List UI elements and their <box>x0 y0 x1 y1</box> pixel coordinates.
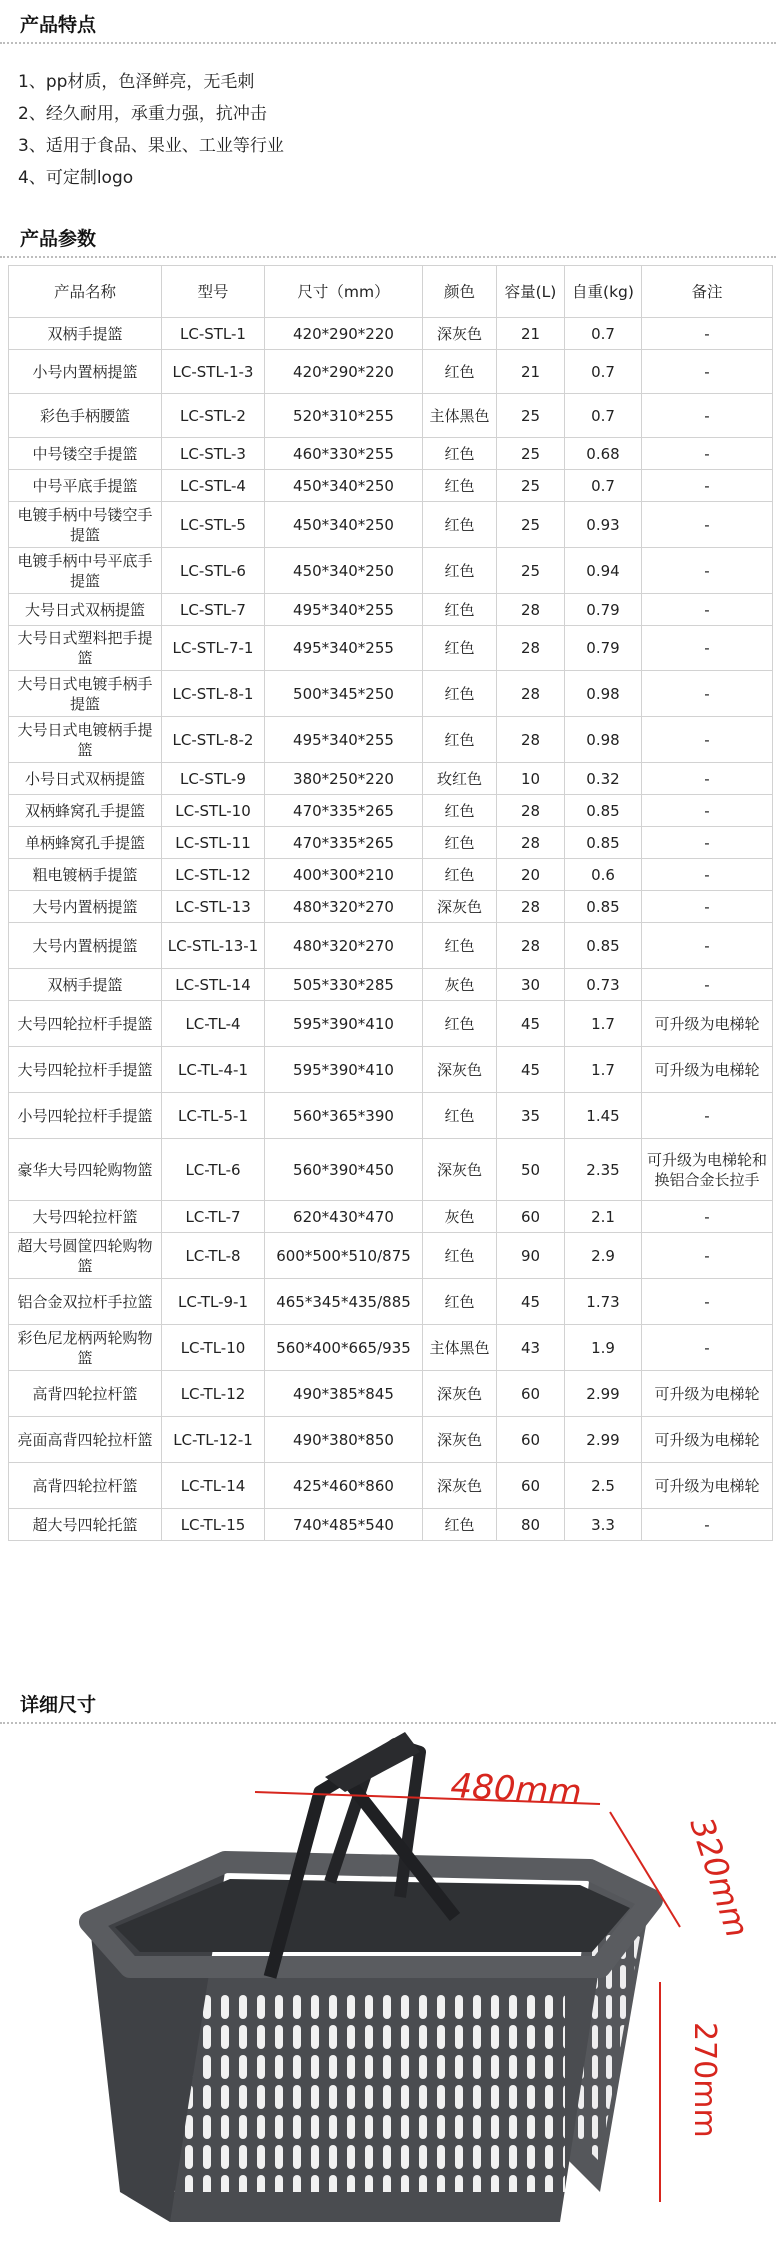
cell-name: 粗电镀柄手提篮 <box>9 859 162 891</box>
feature-item: 4、可定制logo <box>18 168 134 188</box>
cell-name: 彩色尼龙柄两轮购物篮 <box>9 1325 162 1371</box>
cell-name: 大号内置柄提篮 <box>9 923 162 969</box>
cell-model: LC-STL-9 <box>162 763 265 795</box>
cell-color: 深灰色 <box>423 318 497 350</box>
cell-remark: - <box>642 438 773 470</box>
table-row <box>9 350 773 394</box>
cell-remark: - <box>642 969 773 1001</box>
table-row <box>9 1417 773 1463</box>
cell-capacity: 28 <box>497 827 565 859</box>
cell-color: 主体黑色 <box>423 394 497 438</box>
cell-model: LC-TL-12-1 <box>162 1417 265 1463</box>
cell-weight: 0.85 <box>565 891 642 923</box>
cell-model: LC-TL-15 <box>162 1509 265 1541</box>
cell-model: LC-TL-4 <box>162 1001 265 1047</box>
cell-model: LC-TL-4-1 <box>162 1047 265 1093</box>
dotted-divider <box>0 256 776 258</box>
cell-weight: 0.7 <box>565 470 642 502</box>
cell-capacity: 25 <box>497 438 565 470</box>
cell-remark: - <box>642 1279 773 1325</box>
cell-size: 480*320*270 <box>265 923 423 969</box>
table-row <box>9 1463 773 1509</box>
basket-illustration <box>0 1722 776 2248</box>
cell-remark: - <box>642 923 773 969</box>
cell-remark: - <box>642 1233 773 1279</box>
cell-size: 470*335*265 <box>265 795 423 827</box>
cell-weight: 2.5 <box>565 1463 642 1509</box>
cell-remark: - <box>642 548 773 594</box>
cell-color: 红色 <box>423 626 497 671</box>
cell-color: 红色 <box>423 717 497 763</box>
table-row <box>9 1325 773 1371</box>
cell-size: 600*500*510/875 <box>265 1233 423 1279</box>
cell-weight: 0.85 <box>565 795 642 827</box>
cell-size: 420*290*220 <box>265 318 423 350</box>
cell-color: 红色 <box>423 594 497 626</box>
cell-color: 红色 <box>423 1509 497 1541</box>
table-row <box>9 717 773 763</box>
cell-remark: - <box>642 1201 773 1233</box>
cell-weight: 0.68 <box>565 438 642 470</box>
cell-size: 490*385*845 <box>265 1371 423 1417</box>
cell-weight: 0.85 <box>565 923 642 969</box>
cell-color: 主体黑色 <box>423 1325 497 1371</box>
cell-name: 超大号圆筐四轮购物篮 <box>9 1233 162 1279</box>
table-row <box>9 671 773 717</box>
cell-color: 红色 <box>423 1001 497 1047</box>
cell-color: 深灰色 <box>423 1417 497 1463</box>
table-row <box>9 1047 773 1093</box>
cell-name: 大号日式双柄提篮 <box>9 594 162 626</box>
cell-weight: 1.7 <box>565 1047 642 1093</box>
cell-remark: 可升级为电梯轮 <box>642 1047 773 1093</box>
cell-remark: - <box>642 671 773 717</box>
cell-size: 450*340*250 <box>265 502 423 548</box>
cell-color: 红色 <box>423 1233 497 1279</box>
cell-capacity: 28 <box>497 717 565 763</box>
cell-name: 豪华大号四轮购物篮 <box>9 1139 162 1201</box>
col-header-remark: 备注 <box>642 266 773 318</box>
table-row <box>9 318 773 350</box>
col-header-color: 颜色 <box>423 266 497 318</box>
cell-model: LC-TL-5-1 <box>162 1093 265 1139</box>
col-header-name: 产品名称 <box>9 266 162 318</box>
cell-model: LC-STL-2 <box>162 394 265 438</box>
basket-dimension-photo <box>0 1722 776 2248</box>
cell-capacity: 21 <box>497 318 565 350</box>
cell-color: 红色 <box>423 1093 497 1139</box>
cell-weight: 0.6 <box>565 859 642 891</box>
product-params-table <box>8 265 773 1541</box>
feature-item: 2、经久耐用，承重力强，抗冲击 <box>18 104 267 124</box>
cell-weight: 0.85 <box>565 827 642 859</box>
cell-weight: 2.35 <box>565 1139 642 1201</box>
cell-color: 红色 <box>423 502 497 548</box>
cell-name: 小号日式双柄提篮 <box>9 763 162 795</box>
cell-remark: 可升级为电梯轮和换铝合金长拉手 <box>642 1139 773 1201</box>
cell-size: 595*390*410 <box>265 1047 423 1093</box>
table-row <box>9 1371 773 1417</box>
cell-weight: 0.94 <box>565 548 642 594</box>
table-row <box>9 548 773 594</box>
cell-remark: 可升级为电梯轮 <box>642 1001 773 1047</box>
cell-name: 中号镂空手提篮 <box>9 438 162 470</box>
cell-capacity: 43 <box>497 1325 565 1371</box>
cell-name: 亮面高背四轮拉杆篮 <box>9 1417 162 1463</box>
cell-size: 490*380*850 <box>265 1417 423 1463</box>
cell-model: LC-STL-13-1 <box>162 923 265 969</box>
table-row <box>9 1139 773 1201</box>
cell-color: 深灰色 <box>423 1371 497 1417</box>
table-row <box>9 1093 773 1139</box>
cell-model: LC-STL-1-3 <box>162 350 265 394</box>
cell-name: 中号平底手提篮 <box>9 470 162 502</box>
cell-model: LC-STL-12 <box>162 859 265 891</box>
cell-model: LC-STL-1 <box>162 318 265 350</box>
table-row <box>9 1279 773 1325</box>
cell-color: 深灰色 <box>423 1139 497 1201</box>
cell-model: LC-TL-10 <box>162 1325 265 1371</box>
table-row <box>9 1201 773 1233</box>
dimension-label-width: 320mm <box>682 1812 757 1942</box>
cell-model: LC-STL-13 <box>162 891 265 923</box>
cell-capacity: 45 <box>497 1279 565 1325</box>
table-row <box>9 923 773 969</box>
cell-remark: - <box>642 891 773 923</box>
cell-remark: - <box>642 1325 773 1371</box>
cell-name: 大号四轮拉杆手提篮 <box>9 1047 162 1093</box>
cell-color: 深灰色 <box>423 891 497 923</box>
cell-model: LC-STL-8-2 <box>162 717 265 763</box>
cell-name: 大号四轮拉杆篮 <box>9 1201 162 1233</box>
cell-size: 460*330*255 <box>265 438 423 470</box>
cell-color: 红色 <box>423 438 497 470</box>
cell-weight: 0.7 <box>565 394 642 438</box>
cell-model: LC-STL-14 <box>162 969 265 1001</box>
cell-name: 超大号四轮托篮 <box>9 1509 162 1541</box>
cell-size: 740*485*540 <box>265 1509 423 1541</box>
cell-capacity: 60 <box>497 1463 565 1509</box>
cell-capacity: 28 <box>497 594 565 626</box>
features-section-header <box>0 0 776 44</box>
cell-color: 红色 <box>423 470 497 502</box>
cell-remark: - <box>642 827 773 859</box>
cell-remark: - <box>642 318 773 350</box>
cell-model: LC-TL-6 <box>162 1139 265 1201</box>
cell-capacity: 30 <box>497 969 565 1001</box>
table-row <box>9 626 773 671</box>
col-header-model: 型号 <box>162 266 265 318</box>
cell-capacity: 21 <box>497 350 565 394</box>
cell-weight: 2.9 <box>565 1233 642 1279</box>
dotted-divider <box>0 42 776 44</box>
cell-capacity: 45 <box>497 1047 565 1093</box>
cell-model: LC-TL-14 <box>162 1463 265 1509</box>
table-row <box>9 891 773 923</box>
cell-weight: 3.3 <box>565 1509 642 1541</box>
cell-name: 电镀手柄中号平底手提篮 <box>9 548 162 594</box>
cell-name: 双柄手提篮 <box>9 318 162 350</box>
cell-name: 大号日式塑料把手提篮 <box>9 626 162 671</box>
feature-item: 3、适用于食品、果业、工业等行业 <box>18 136 284 156</box>
cell-name: 电镀手柄中号镂空手提篮 <box>9 502 162 548</box>
cell-color: 红色 <box>423 548 497 594</box>
cell-capacity: 28 <box>497 626 565 671</box>
cell-weight: 0.7 <box>565 350 642 394</box>
params-section-header <box>0 214 776 258</box>
cell-color: 红色 <box>423 671 497 717</box>
cell-size: 425*460*860 <box>265 1463 423 1509</box>
table-header-row <box>9 266 773 318</box>
cell-weight: 1.73 <box>565 1279 642 1325</box>
section-title-params: 产品参数 <box>20 228 97 250</box>
section-title-features: 产品特点 <box>20 14 97 36</box>
cell-color: 灰色 <box>423 969 497 1001</box>
cell-size: 520*310*255 <box>265 394 423 438</box>
cell-size: 465*345*435/885 <box>265 1279 423 1325</box>
cell-size: 560*400*665/935 <box>265 1325 423 1371</box>
cell-size: 450*340*250 <box>265 470 423 502</box>
col-header-capacity: 容量(L) <box>497 266 565 318</box>
cell-capacity: 28 <box>497 671 565 717</box>
cell-capacity: 60 <box>497 1417 565 1463</box>
cell-size: 505*330*285 <box>265 969 423 1001</box>
col-header-weight: 自重(kg) <box>565 266 642 318</box>
feature-item: 1、pp材质，色泽鲜亮，无毛刺 <box>18 72 255 92</box>
cell-size: 470*335*265 <box>265 827 423 859</box>
table-row <box>9 1233 773 1279</box>
cell-remark: 可升级为电梯轮 <box>642 1417 773 1463</box>
cell-color: 红色 <box>423 859 497 891</box>
cell-capacity: 28 <box>497 923 565 969</box>
table-row <box>9 594 773 626</box>
cell-color: 玫红色 <box>423 763 497 795</box>
cell-model: LC-STL-3 <box>162 438 265 470</box>
cell-weight: 2.1 <box>565 1201 642 1233</box>
cell-model: LC-STL-8-1 <box>162 671 265 717</box>
cell-size: 450*340*250 <box>265 548 423 594</box>
table-row <box>9 859 773 891</box>
dimension-label-height: 270mm <box>687 2022 722 2138</box>
cell-model: LC-STL-5 <box>162 502 265 548</box>
cell-capacity: 25 <box>497 470 565 502</box>
cell-remark: 可升级为电梯轮 <box>642 1463 773 1509</box>
cell-capacity: 50 <box>497 1139 565 1201</box>
cell-weight: 0.73 <box>565 969 642 1001</box>
cell-capacity: 60 <box>497 1201 565 1233</box>
cell-remark: - <box>642 394 773 438</box>
cell-model: LC-STL-6 <box>162 548 265 594</box>
cell-weight: 1.7 <box>565 1001 642 1047</box>
cell-model: LC-STL-11 <box>162 827 265 859</box>
table-row <box>9 470 773 502</box>
cell-weight: 0.7 <box>565 318 642 350</box>
cell-model: LC-TL-7 <box>162 1201 265 1233</box>
cell-size: 560*365*390 <box>265 1093 423 1139</box>
cell-color: 深灰色 <box>423 1047 497 1093</box>
cell-color: 红色 <box>423 350 497 394</box>
table-row <box>9 969 773 1001</box>
cell-name: 小号四轮拉杆手提篮 <box>9 1093 162 1139</box>
cell-name: 双柄手提篮 <box>9 969 162 1001</box>
cell-size: 380*250*220 <box>265 763 423 795</box>
cell-capacity: 10 <box>497 763 565 795</box>
cell-name: 大号日式电镀柄手提篮 <box>9 717 162 763</box>
cell-weight: 0.98 <box>565 671 642 717</box>
cell-model: LC-STL-7 <box>162 594 265 626</box>
cell-model: LC-STL-4 <box>162 470 265 502</box>
table-row <box>9 827 773 859</box>
cell-name: 大号四轮拉杆手提篮 <box>9 1001 162 1047</box>
cell-remark: - <box>642 717 773 763</box>
cell-weight: 1.9 <box>565 1325 642 1371</box>
cell-size: 480*320*270 <box>265 891 423 923</box>
cell-weight: 0.79 <box>565 626 642 671</box>
cell-capacity: 60 <box>497 1371 565 1417</box>
cell-remark: - <box>642 470 773 502</box>
table-row <box>9 763 773 795</box>
cell-capacity: 25 <box>497 502 565 548</box>
cell-model: LC-TL-12 <box>162 1371 265 1417</box>
cell-capacity: 20 <box>497 859 565 891</box>
cell-size: 400*300*210 <box>265 859 423 891</box>
cell-remark: 可升级为电梯轮 <box>642 1371 773 1417</box>
cell-remark: - <box>642 350 773 394</box>
feature-list <box>18 66 284 194</box>
cell-weight: 2.99 <box>565 1371 642 1417</box>
cell-size: 500*345*250 <box>265 671 423 717</box>
table-row <box>9 795 773 827</box>
cell-color: 红色 <box>423 795 497 827</box>
cell-model: LC-TL-9-1 <box>162 1279 265 1325</box>
cell-remark: - <box>642 594 773 626</box>
cell-color: 红色 <box>423 923 497 969</box>
section-title-detail: 详细尺寸 <box>20 1694 97 1716</box>
cell-size: 620*430*470 <box>265 1201 423 1233</box>
cell-remark: - <box>642 1509 773 1541</box>
cell-name: 彩色手柄腰篮 <box>9 394 162 438</box>
cell-color: 灰色 <box>423 1201 497 1233</box>
cell-weight: 0.79 <box>565 594 642 626</box>
cell-capacity: 28 <box>497 891 565 923</box>
cell-capacity: 28 <box>497 795 565 827</box>
cell-name: 高背四轮拉杆篮 <box>9 1463 162 1509</box>
cell-capacity: 80 <box>497 1509 565 1541</box>
cell-weight: 2.99 <box>565 1417 642 1463</box>
cell-name: 单柄蜂窝孔手提篮 <box>9 827 162 859</box>
cell-remark: - <box>642 795 773 827</box>
cell-remark: - <box>642 859 773 891</box>
cell-size: 560*390*450 <box>265 1139 423 1201</box>
cell-name: 双柄蜂窝孔手提篮 <box>9 795 162 827</box>
table-row <box>9 502 773 548</box>
cell-name: 大号日式电镀手柄手提篮 <box>9 671 162 717</box>
table-row <box>9 1509 773 1541</box>
dimension-label-length: 480mm <box>449 1766 583 1813</box>
table-row <box>9 1001 773 1047</box>
cell-color: 红色 <box>423 827 497 859</box>
cell-name: 小号内置柄提篮 <box>9 350 162 394</box>
cell-color: 红色 <box>423 1279 497 1325</box>
cell-weight: 0.32 <box>565 763 642 795</box>
cell-capacity: 90 <box>497 1233 565 1279</box>
cell-weight: 1.45 <box>565 1093 642 1139</box>
cell-size: 595*390*410 <box>265 1001 423 1047</box>
cell-capacity: 35 <box>497 1093 565 1139</box>
cell-remark: - <box>642 626 773 671</box>
cell-remark: - <box>642 502 773 548</box>
cell-color: 深灰色 <box>423 1463 497 1509</box>
col-header-size: 尺寸（mm） <box>265 266 423 318</box>
cell-weight: 0.93 <box>565 502 642 548</box>
cell-capacity: 45 <box>497 1001 565 1047</box>
table-row <box>9 438 773 470</box>
cell-size: 495*340*255 <box>265 717 423 763</box>
cell-size: 495*340*255 <box>265 626 423 671</box>
cell-model: LC-TL-8 <box>162 1233 265 1279</box>
cell-remark: - <box>642 763 773 795</box>
cell-name: 高背四轮拉杆篮 <box>9 1371 162 1417</box>
cell-model: LC-STL-7-1 <box>162 626 265 671</box>
cell-name: 铝合金双拉杆手拉篮 <box>9 1279 162 1325</box>
cell-name: 大号内置柄提篮 <box>9 891 162 923</box>
cell-size: 420*290*220 <box>265 350 423 394</box>
cell-size: 495*340*255 <box>265 594 423 626</box>
cell-capacity: 25 <box>497 548 565 594</box>
cell-remark: - <box>642 1093 773 1139</box>
detail-section-header <box>0 1680 776 1724</box>
cell-weight: 0.98 <box>565 717 642 763</box>
table-row <box>9 394 773 438</box>
cell-model: LC-STL-10 <box>162 795 265 827</box>
cell-capacity: 25 <box>497 394 565 438</box>
